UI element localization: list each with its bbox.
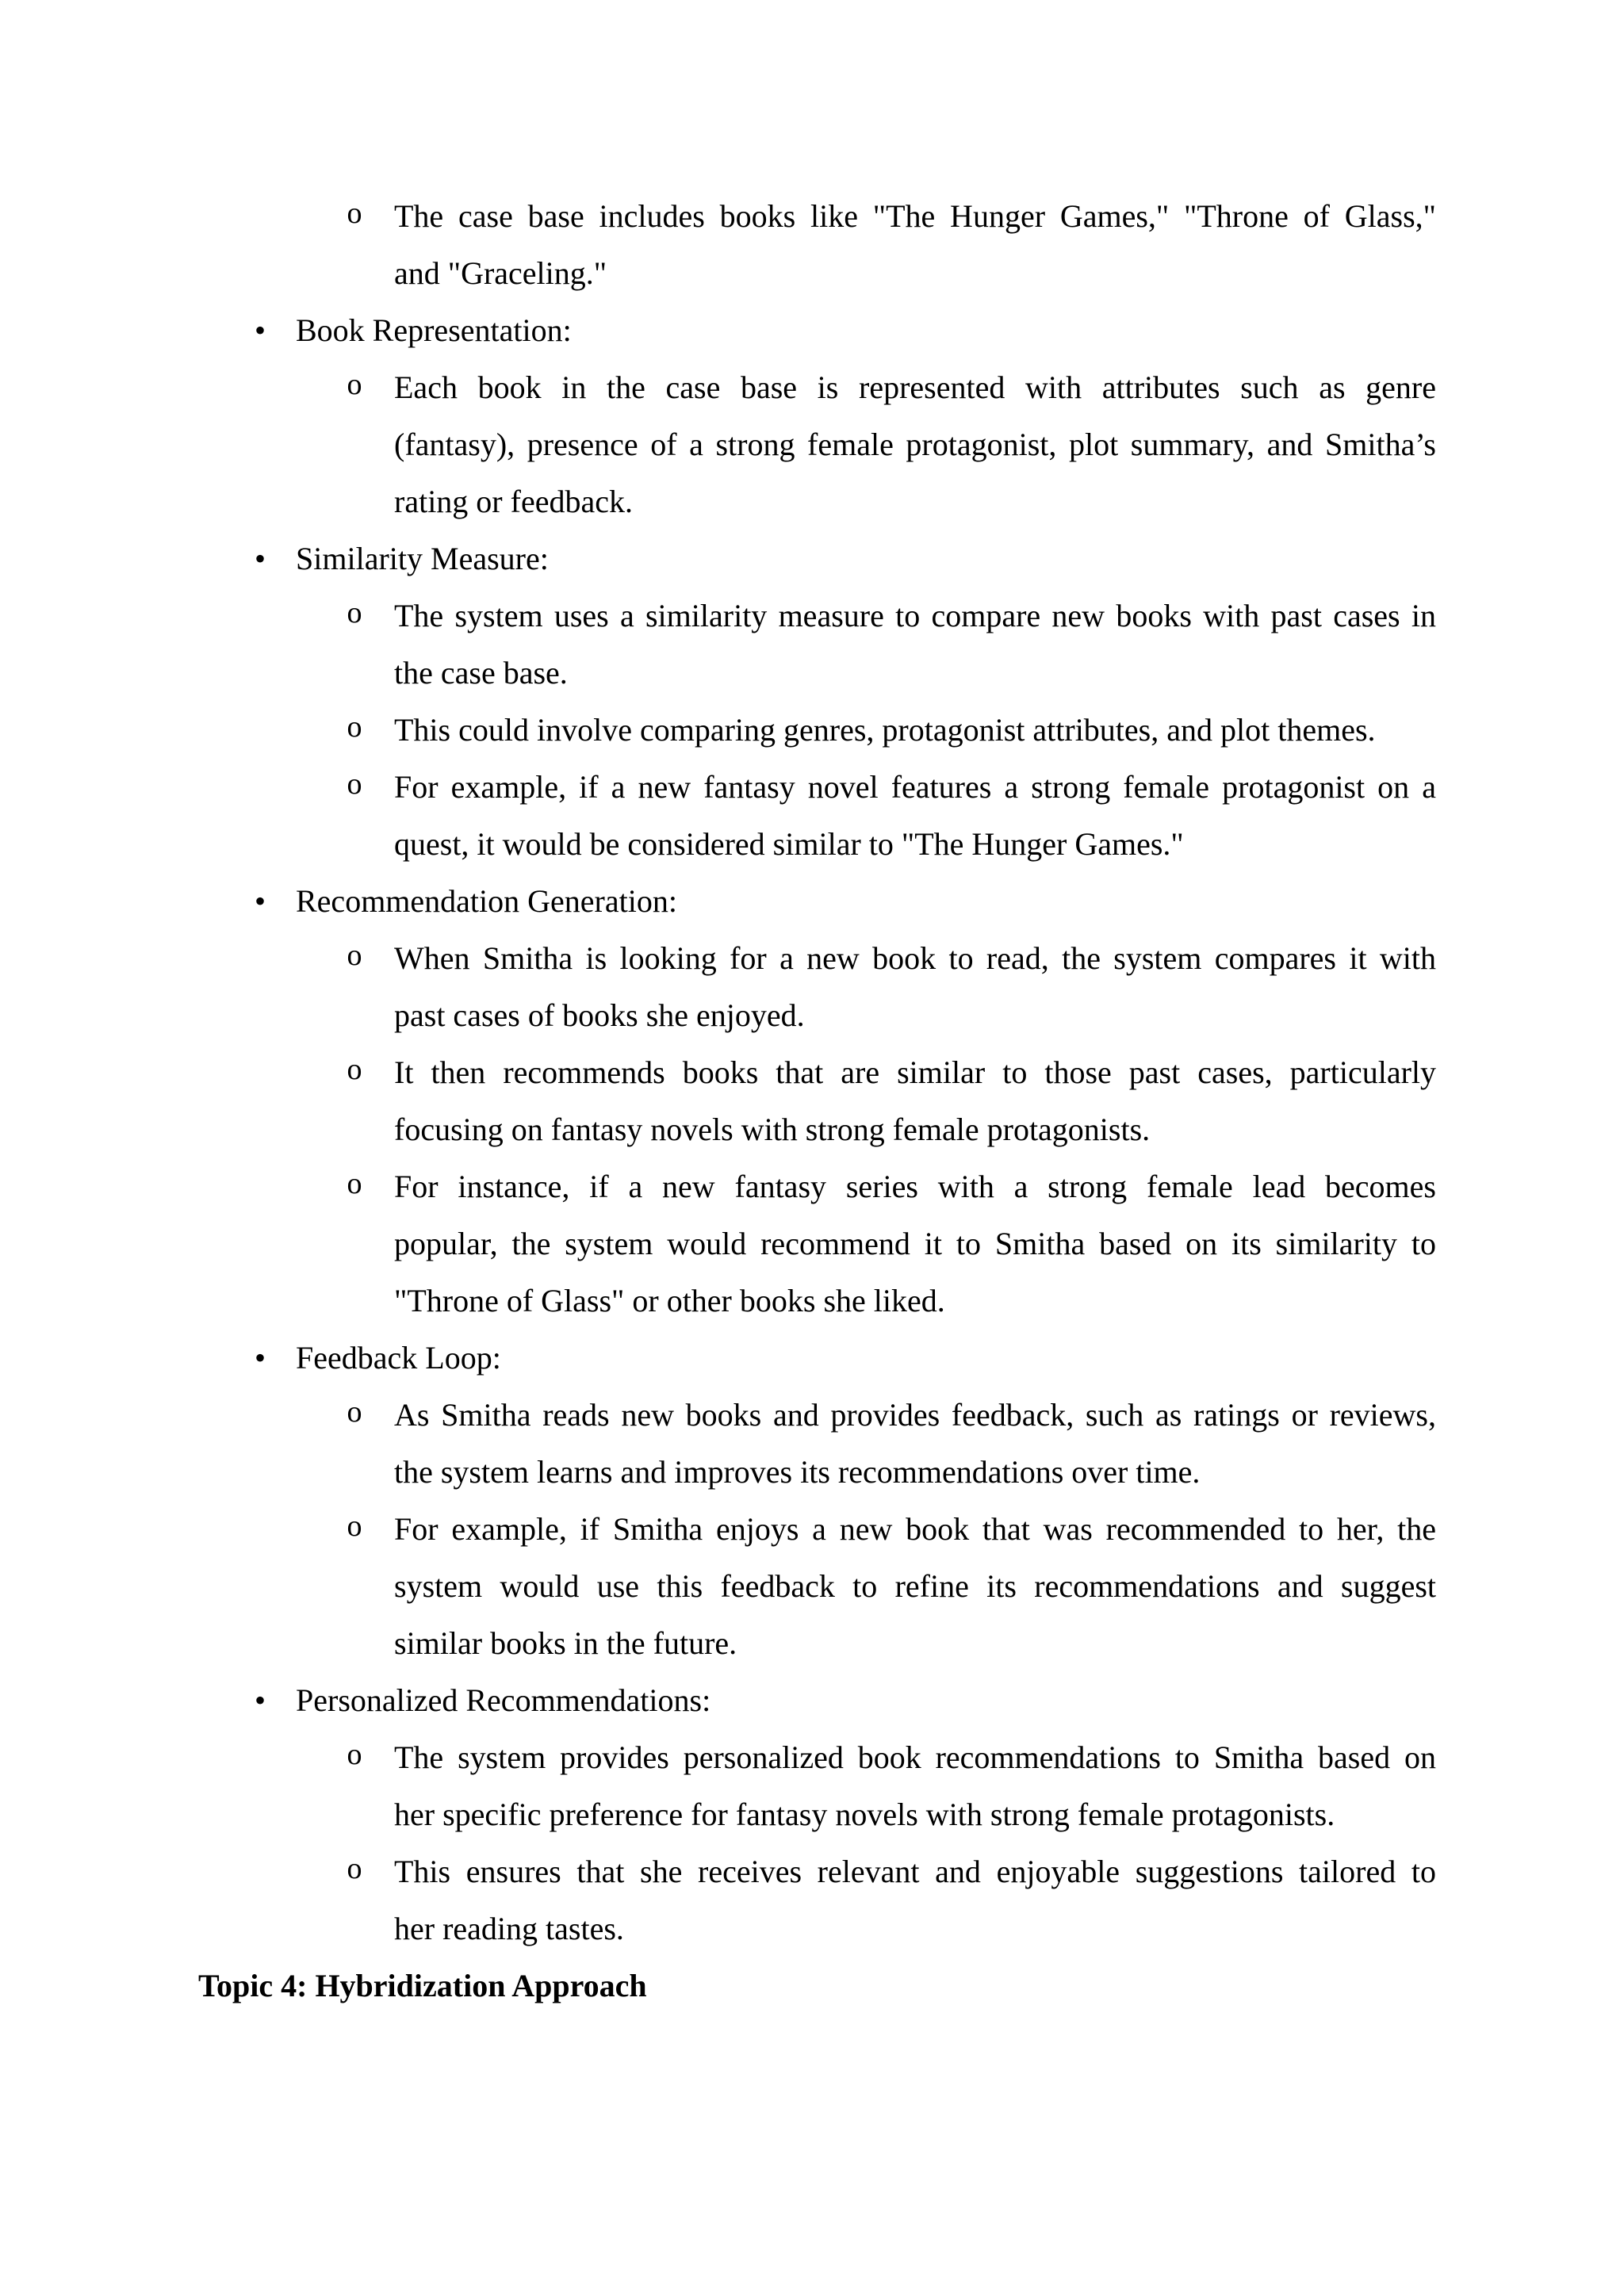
paragraph-text-line: For example, if Smitha enjoys a new book that was recommended to her, the (394, 1511, 1436, 1547)
sub-bullet-line (0, 416, 1624, 473)
section-heading (0, 1957, 1624, 2015)
paragraph-text-line: It then recommends books that are similar to those past cases, particularly (394, 1054, 1436, 1090)
sub-bullet-line (0, 930, 1624, 987)
sub-bullet-line (0, 1558, 1624, 1615)
paragraph-text-line: The system uses a similarity measure to compare new books with past cases in (394, 598, 1436, 633)
bullet-marker: • (254, 1682, 266, 1718)
sub-bullet-marker: o (347, 1053, 362, 1086)
sub-bullet-line (0, 1900, 1624, 1957)
section-heading-text: Topic 4: Hybridization Approach (198, 1968, 647, 2003)
sub-bullet-line (0, 1501, 1624, 1558)
sub-bullet-line (0, 1387, 1624, 1444)
sub-bullet-line (0, 473, 1624, 530)
bullet-marker: • (254, 312, 266, 348)
paragraph-text-line: popular, the system would recommend it to Smitha based on its similarity to (394, 1226, 1436, 1261)
bullet-item-label: Similarity Measure: (296, 541, 549, 576)
paragraph-text-line: the case base. (394, 655, 568, 691)
sub-bullet-line (0, 816, 1624, 873)
sub-bullet-line (0, 587, 1624, 645)
sub-bullet-line (0, 359, 1624, 416)
sub-bullet-marker: o (347, 1167, 362, 1200)
sub-bullet-line (0, 1843, 1624, 1900)
paragraph-text-line: similar books in the future. (394, 1625, 737, 1661)
paragraph-text-line: (fantasy), presence of a strong female protagonist, plot summary, and Smitha’s (394, 427, 1436, 462)
paragraph-text-line: past cases of books she enjoyed. (394, 997, 805, 1033)
sub-bullet-marker: o (347, 767, 362, 801)
paragraph-text-line: the system learns and improves its recommendations over time. (394, 1454, 1201, 1490)
paragraph-text-line: This could involve comparing genres, protagonist attributes, and plot themes. (394, 712, 1376, 748)
bullet-item (0, 302, 1624, 359)
paragraph-text-line: "Throne of Glass" or other books she liked. (394, 1283, 945, 1318)
sub-bullet-line (0, 1729, 1624, 1786)
sub-bullet-marker: o (347, 596, 362, 629)
paragraph-text-line: her specific preference for fantasy novels with strong female protagonists. (394, 1797, 1335, 1832)
sub-bullet-line (0, 245, 1624, 302)
paragraph-text-line: For instance, if a new fantasy series with a strong female lead becomes (394, 1169, 1436, 1204)
sub-bullet-marker: o (347, 939, 362, 972)
paragraph-text-line: As Smitha reads new books and provides feedback, such as ratings or reviews, (394, 1397, 1436, 1433)
paragraph-text-line: Each book in the case base is represented with attributes such as genre (394, 369, 1436, 405)
bullet-item (0, 873, 1624, 930)
sub-bullet-line (0, 645, 1624, 702)
bullet-item (0, 1330, 1624, 1387)
bullet-item-label: Book Representation: (296, 312, 572, 348)
sub-bullet-line (0, 188, 1624, 245)
paragraph-text-line: and "Graceling." (394, 255, 607, 291)
sub-bullet-line (0, 1158, 1624, 1215)
paragraph-text-line: For example, if a new fantasy novel features a strong female protagonist on a (394, 769, 1436, 805)
document-body (0, 188, 1624, 2015)
sub-bullet-line (0, 1786, 1624, 1843)
sub-bullet-line (0, 1101, 1624, 1158)
paragraph-text-line: quest, it would be considered similar to "The Hunger Games." (394, 826, 1184, 862)
sub-bullet-line (0, 1615, 1624, 1672)
sub-bullet-line (0, 1444, 1624, 1501)
paragraph-text-line: rating or feedback. (394, 484, 633, 519)
bullet-item-label: Recommendation Generation: (296, 883, 677, 919)
sub-bullet-line (0, 987, 1624, 1044)
paragraph-text-line: her reading tastes. (394, 1911, 624, 1946)
sub-bullet-marker: o (347, 197, 362, 230)
sub-bullet-line (0, 1044, 1624, 1101)
sub-bullet-line (0, 1272, 1624, 1330)
bullet-item (0, 1672, 1624, 1729)
paragraph-text-line: system would use this feedback to refine its recommendations and suggest (394, 1568, 1436, 1604)
bullet-item-label: Feedback Loop: (296, 1340, 501, 1376)
bullet-item (0, 530, 1624, 587)
sub-bullet-marker: o (347, 1738, 362, 1771)
sub-bullet-marker: o (347, 368, 362, 401)
paragraph-text-line: When Smitha is looking for a new book to read, the system compares it with (394, 940, 1436, 976)
bullet-marker: • (254, 541, 266, 576)
sub-bullet-marker: o (347, 710, 362, 744)
sub-bullet-marker: o (347, 1395, 362, 1429)
paragraph-text-line: focusing on fantasy novels with strong female protagonists. (394, 1112, 1151, 1147)
sub-bullet-line (0, 1215, 1624, 1272)
bullet-item-label: Personalized Recommendations: (296, 1682, 711, 1718)
sub-bullet-line (0, 702, 1624, 759)
bullet-marker: • (254, 883, 266, 919)
sub-bullet-marker: o (347, 1852, 362, 1885)
paragraph-text-line: The system provides personalized book recommendations to Smitha based on (394, 1739, 1436, 1775)
sub-bullet-line (0, 759, 1624, 816)
sub-bullet-marker: o (347, 1510, 362, 1543)
bullet-marker: • (254, 1340, 266, 1376)
paragraph-text-line: The case base includes books like "The Hunger Games," "Throne of Glass," (394, 198, 1436, 234)
paragraph-text-line: This ensures that she receives relevant and enjoyable suggestions tailored to (394, 1854, 1436, 1889)
